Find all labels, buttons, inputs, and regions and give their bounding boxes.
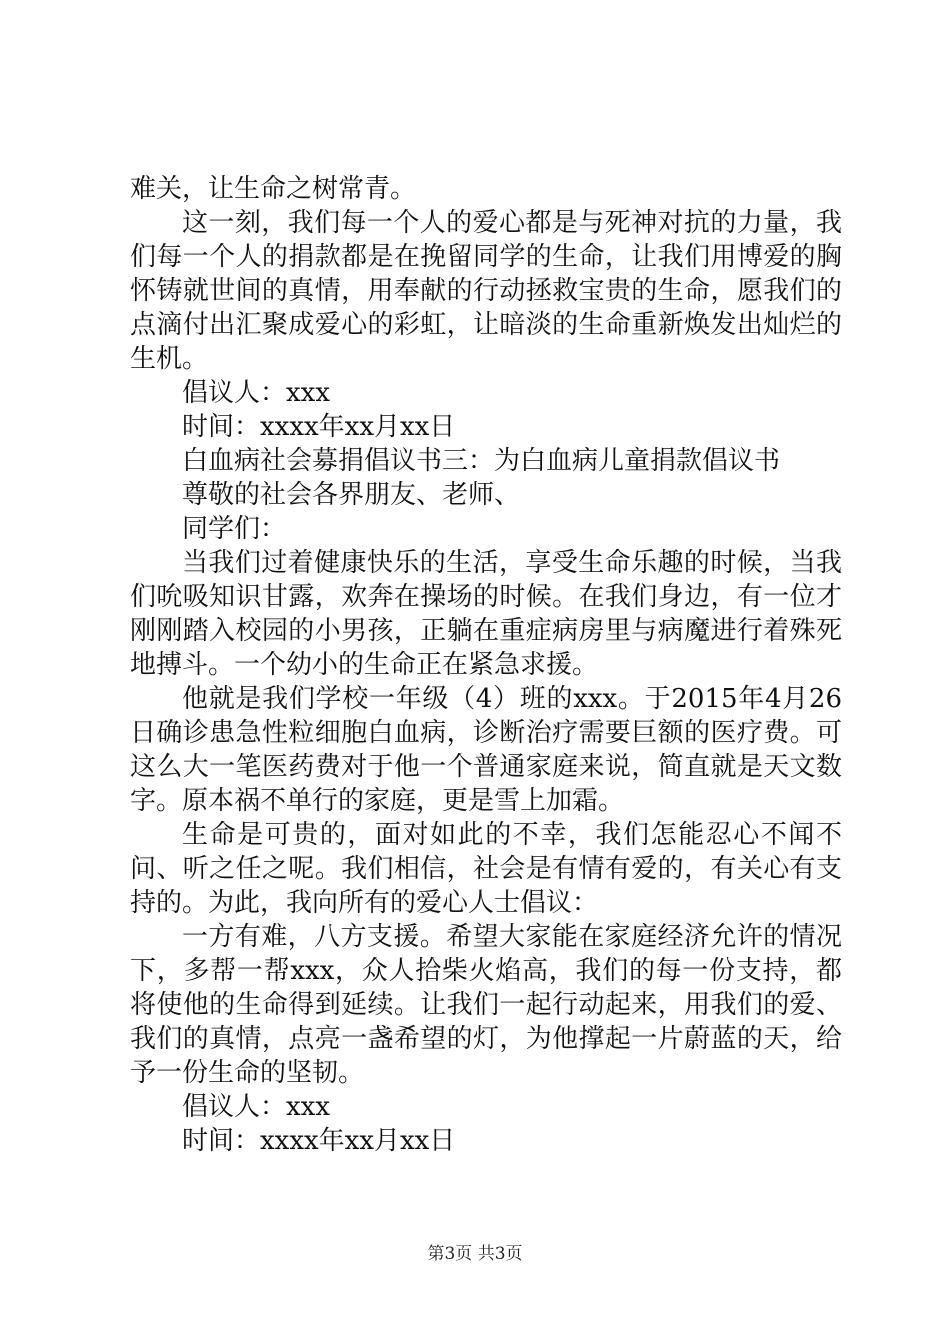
paragraph-call: 生命是可贵的，面对如此的不幸，我们怎能忍心不闻不问、听之任之呢。我们相信，社会是有情有爱的，有关心有支持的。为此，我向所有的爱心人士倡议： [130, 820, 842, 918]
document-body [130, 172, 842, 1158]
page-number-footer: 第3页 共3页 [427, 1244, 523, 1264]
paragraph-appeal: 这一刻，我们每一个人的爱心都是与死神对抗的力量，我们每一个人的捐款都是在挽留同学的生命，让我们用博爱的胸怀铸就世间的真情，用奉献的行动拯救宝贵的生命，愿我们的点滴付出汇聚成爱心的彩虹，让暗淡的生命重新焕发出灿烂的生机。 [130, 208, 842, 374]
signature-date-2: 时间：xxxx年xx月xx日 [182, 1126, 456, 1156]
signature-initiator: 倡议人：xxx [182, 378, 330, 408]
paragraph-continuation: 难关，让生命之树常青。 [130, 174, 417, 204]
paragraph-support: 一方有难，八方支援。希望大家能在家庭经济允许的情况下，多帮一帮xxx，众人拾柴火焰高，我们的每一份支持，都将使他的生命得到延续。让我们一起行动起来，用我们的爱、我们的真情，点亮一盏希望的灯，为他撑起一片蔚蓝的天，给予一份生命的坚韧。 [130, 922, 842, 1088]
salutation-line-2: 同学们： [182, 514, 287, 544]
signature-date: 时间：xxxx年xx月xx日 [182, 412, 456, 442]
section-heading: 白血病社会募捐倡议书三：为白血病儿童捐款倡议书 [182, 446, 781, 476]
signature-initiator-2: 倡议人：xxx [182, 1092, 330, 1122]
paragraph-patient: 他就是我们学校一年级（4）班的xxx。于2015年4月26日确诊患急性粒细胞白血病，诊断治疗需要巨额的医疗费。可这么大一笔医药费对于他一个普通家庭来说，简直就是天文数字。原本祸不单行的家庭，更是雪上加霜。 [130, 684, 842, 816]
salutation-line-1: 尊敬的社会各界朋友、老师、 [182, 480, 521, 510]
paragraph-intro: 当我们过着健康快乐的生活，享受生命乐趣的时候，当我们吮吸知识甘露，欢奔在操场的时候。在我们身边，有一位才刚刚踏入校园的小男孩，正躺在重症病房里与病魔进行着殊死地搏斗。一个幼小的生命正在紧急求援。 [130, 548, 842, 680]
